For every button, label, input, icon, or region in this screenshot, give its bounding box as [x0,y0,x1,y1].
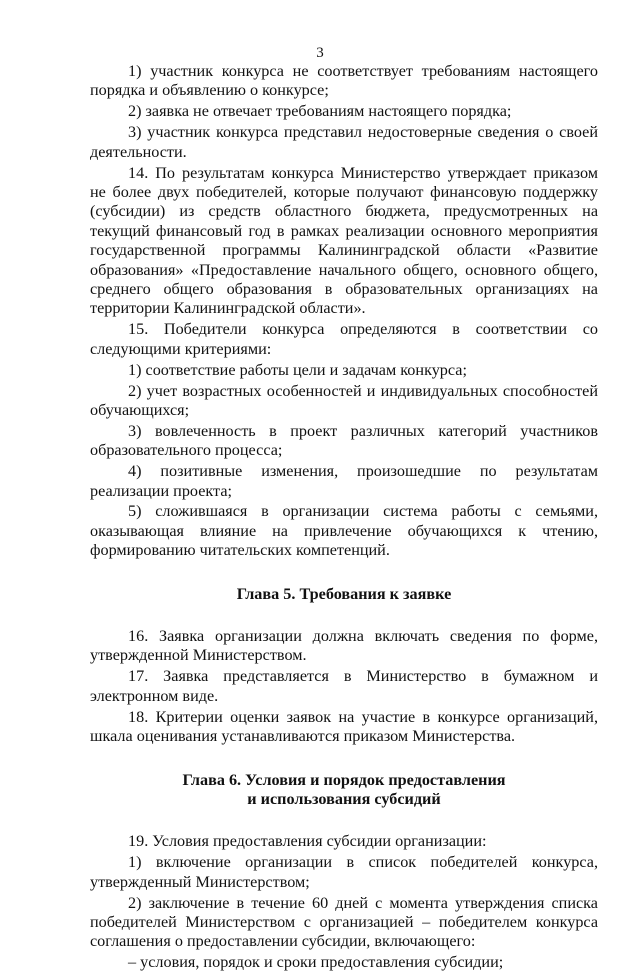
paragraph: 14. По результатам конкурса Министерство утверждает приказом не более двух победителей, которые получают финансовую поддержку (субсидии) из средств областного бюджета, предусмотренных на текущий финансовый год в рамках реализации основного мероприятия государственной программы Калининградской области «Развитие образования» «Предоставление начального общего, основного общего, среднего общего образования в образовательных организациях на территории Калининградской области». [90,163,598,318]
chapter-heading [90,771,598,810]
page-number: 3 [316,45,324,61]
paragraph: 16. Заявка организации должна включать сведения по форме, утвержденной Министерством. [90,627,598,665]
paragraph: 15. Победители конкурса определяются в соответствии со следующими критериями: [90,320,598,358]
paragraph: 2) заявка не отвечает требованиям настоящего порядка; [128,102,512,121]
paragraph: – условия, порядок и сроки предоставления субсидии; [128,953,504,972]
chapter-heading-line: и использования субсидий [247,789,441,808]
paragraph: 5) сложившаяся в организации система работы с семьями, оказывающая влияние на привлечение обучающихся к чтению, формированию читательских компетенций. [90,502,598,560]
paragraph: 1) участник конкурса не соответствует требованиям настоящего порядка и объявлению о конкурсе; [90,62,598,100]
chapter-heading-line: Глава 5. Требования к заявке [236,584,452,603]
paragraph: 2) учет возрастных особенностей и индивидуальных способностей обучающихся; [90,381,598,419]
paragraph: 1) включение организации в список победителей конкурса, утвержденный Министерством; [90,853,598,891]
document-body [90,62,598,973]
paragraph: 3) участник конкурса представил недостоверные сведения о своей деятельности. [90,123,598,161]
paragraph: 1) соответствие работы цели и задачам конкурса; [128,360,467,379]
paragraph: 2) заключение в течение 60 дней с момента утверждения списка победителей Министерством с организацией – победителем конкурса соглашения о предоставлении субсидии, включающего: [90,893,598,951]
chapter-heading [90,585,598,604]
paragraph: 4) позитивные изменения, произошедшие по результатам реализации проекта; [90,462,598,500]
paragraph: 19. Условия предоставления субсидии организации: [128,832,487,851]
chapter-heading-line: Глава 6. Условия и порядок предоставления [182,770,506,789]
paragraph: 3) вовлеченность в проект различных категорий участников образовательного процесса; [90,421,598,460]
paragraph: 18. Критерии оценки заявок на участие в конкурсе организаций, шкала оценивания устанавливаются приказом Министерства. [90,707,598,746]
paragraph: 17. Заявка представляется в Министерство в бумажном и электронном виде. [90,667,598,705]
